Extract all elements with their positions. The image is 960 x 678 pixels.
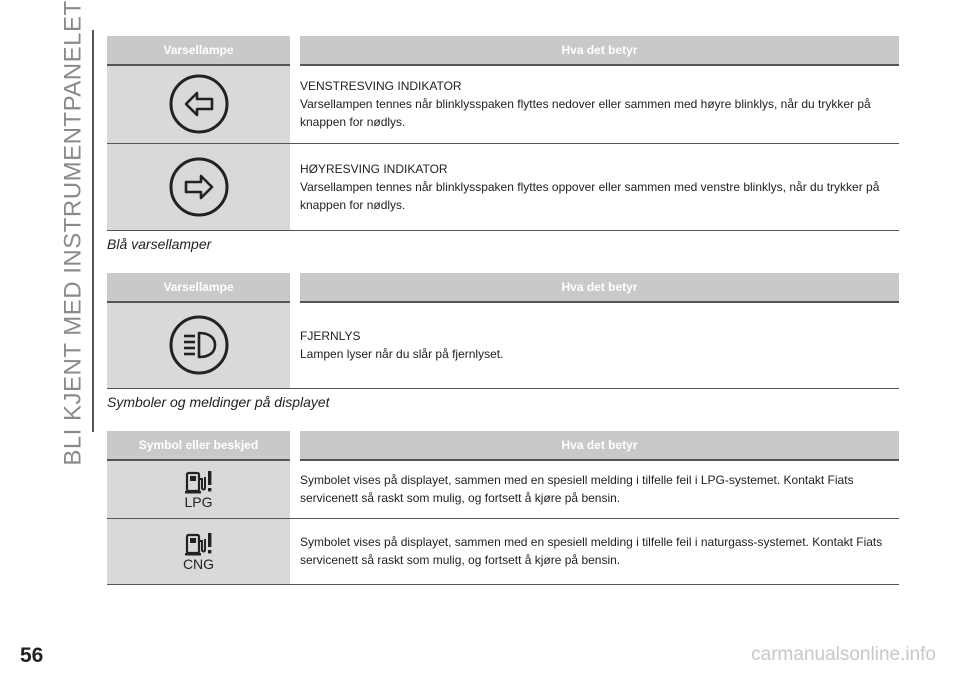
left-turn-indicator-icon	[168, 73, 230, 135]
lamp-description: Varsellampen tennes når blinklysspaken flyttes nedover eller sammen med høyre blinklys, når du trykker på knappen for nødlys.	[300, 97, 871, 130]
cng-icon-label: CNG	[182, 556, 215, 572]
watermark: carmanualsonline.info	[751, 644, 936, 665]
table-row	[107, 518, 899, 584]
symbol-description: Symbolet vises på displayet, sammen med en spesiell melding i tilfelle feil i naturgass-systemet. Kontakt Fiats servicenett så raskt som mulig, og fortsett å kjøre på bensin.	[300, 535, 883, 567]
high-beam-icon	[168, 314, 230, 376]
lamp-description: Varsellampen tennes når blinklysspaken flyttes oppover eller sammen med venstre blinklys, når du trykker på knappen for nødlys.	[300, 179, 880, 212]
turn-indicator-table	[107, 36, 899, 231]
description-cell	[300, 302, 899, 388]
column-header-symbol: Symbol eller beskjed	[107, 431, 290, 460]
right-turn-indicator-icon	[168, 156, 230, 218]
table-row	[107, 65, 899, 143]
symbol-cell	[107, 302, 290, 388]
description-cell	[300, 518, 899, 584]
lpg-icon-label: LPG	[184, 494, 213, 511]
symbol-cell	[107, 518, 290, 584]
table-header-row	[107, 431, 899, 460]
column-header-meaning: Hva det betyr	[300, 36, 899, 65]
lamp-heading: HØYRESVING INDIKATOR	[300, 161, 448, 176]
symbol-cell	[107, 65, 290, 143]
blue-lamps-table	[107, 273, 899, 389]
column-header-symbol: Varsellampe	[107, 36, 290, 65]
symbol-cell	[107, 460, 290, 518]
column-header-symbol: Varsellampe	[107, 273, 290, 302]
lamp-heading: VENSTRESVING INDIKATOR	[300, 79, 462, 94]
cng-fault-icon	[181, 531, 217, 557]
description-cell	[300, 143, 899, 230]
chapter-title: BLI KJENT MED INSTRUMENTPANELET	[60, 0, 88, 466]
symbol-description: Symbolet vises på displayet, sammen med en spesiell melding i tilfelle feil i LPG-systemet. Kontakt Fiats servicenett så raskt som mulig, og fortsett å kjøre på bensin.	[300, 473, 854, 506]
column-header-meaning: Hva det betyr	[300, 431, 899, 460]
section-title-blue-lamps: Blå varsellamper	[107, 236, 212, 252]
table-header-row	[107, 273, 899, 302]
lamp-heading: FJERNLYS	[300, 329, 361, 344]
display-symbols-table	[107, 431, 899, 585]
table-header-row	[107, 36, 899, 65]
page-number: 56	[20, 644, 44, 667]
lamp-description: Lampen lyser når du slår på fjernlyset.	[300, 347, 504, 362]
description-cell	[300, 65, 899, 143]
chapter-rule	[92, 30, 94, 432]
description-cell	[300, 460, 899, 518]
table-row	[107, 143, 899, 230]
table-row	[107, 302, 899, 388]
section-title-display-symbols: Symboler og meldinger på displayet	[107, 394, 330, 410]
table-row	[107, 460, 899, 518]
lpg-fault-icon	[181, 469, 217, 495]
column-header-meaning: Hva det betyr	[300, 273, 899, 302]
symbol-cell	[107, 143, 290, 230]
